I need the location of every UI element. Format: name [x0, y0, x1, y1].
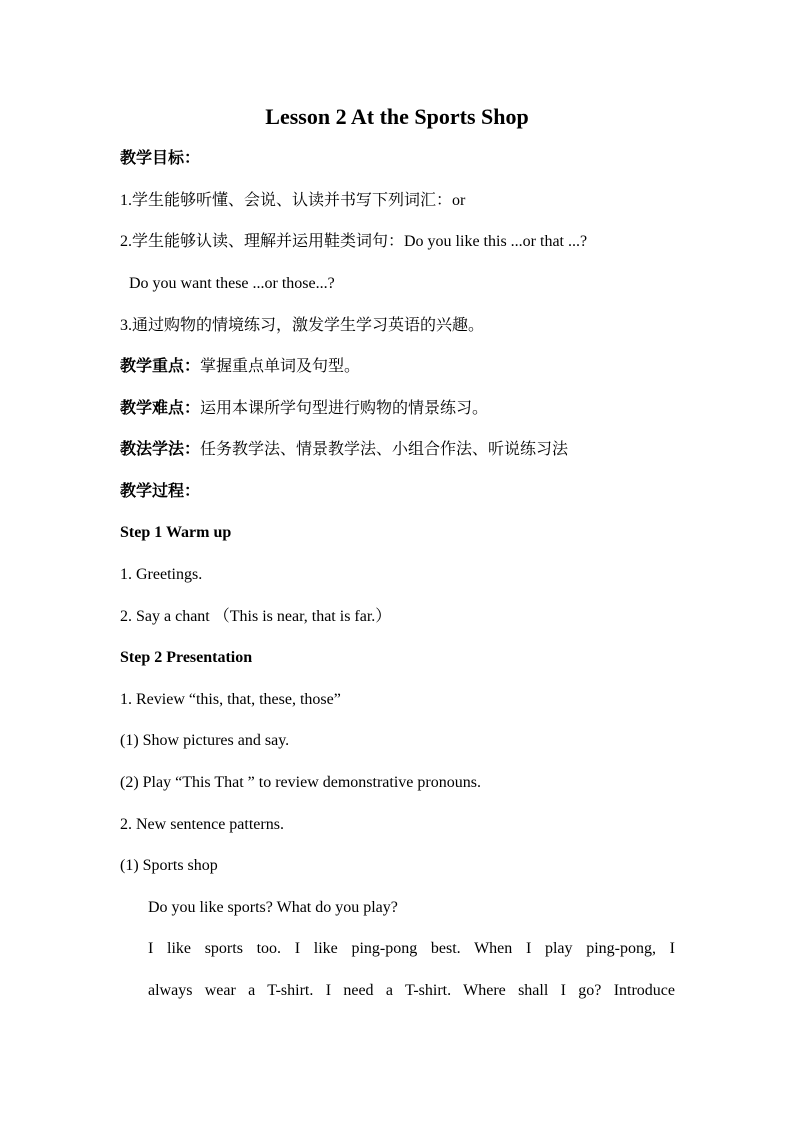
process-label: 教学过程： [120, 483, 201, 500]
step2-item-2: (1) Show pictures and say. [120, 732, 290, 749]
difficulties-row [120, 398, 488, 420]
dialogue-line-3: always wear a T-shirt. I need a T-shirt. Where shall I go? Introduce [148, 982, 675, 999]
objective-item-1: 1.学生能够听懂、会说、认读并书写下列词汇：or [120, 192, 466, 209]
dialogue-line-2: I like sports too. I like ping-pong best. When I play ping-pong, I [148, 940, 675, 957]
objective-item-2: 2.学生能够认读、理解并运用鞋类词句：Do you like this ...or that ...? [120, 233, 588, 250]
step1-heading: Step 1 Warm up [120, 524, 232, 541]
step2-heading: Step 2 Presentation [120, 649, 253, 666]
step1-item-1: 1. Greetings. [120, 566, 203, 583]
key-points-text: 掌握重点单词及句型。 [200, 358, 361, 375]
difficulties-text: 运用本课所学句型进行购物的情景练习。 [200, 400, 489, 417]
key-points-label: 教学重点： [120, 358, 201, 375]
methods-label: 教法学法： [120, 441, 201, 458]
objective-item-2-continued: Do you want these ...or those...? [129, 275, 335, 292]
difficulties-label: 教学难点： [120, 400, 201, 417]
step1-item-2: 2. Say a chant （This is near, that is far.） [120, 608, 392, 625]
objectives-label: 教学目标： [120, 150, 201, 167]
step2-item-3: (2) Play “This That ” to review demonstrative pronouns. [120, 774, 481, 791]
step2-item-5: (1) Sports shop [120, 857, 218, 874]
step2-item-4: 2. New sentence patterns. [120, 816, 284, 833]
key-points-row [120, 356, 360, 378]
step2-item-1: 1. Review “this, that, these, those” [120, 691, 341, 708]
methods-row [120, 439, 568, 461]
methods-text: 任务教学法、情景教学法、小组合作法、听说练习法 [200, 441, 569, 458]
dialogue-line-1: Do you like sports? What do you play? [148, 899, 398, 916]
lesson-title: Lesson 2 At the Sports Shop [265, 104, 529, 129]
objective-item-3: 3.通过购物的情境练习，激发学生学习英语的兴趣。 [120, 317, 485, 334]
